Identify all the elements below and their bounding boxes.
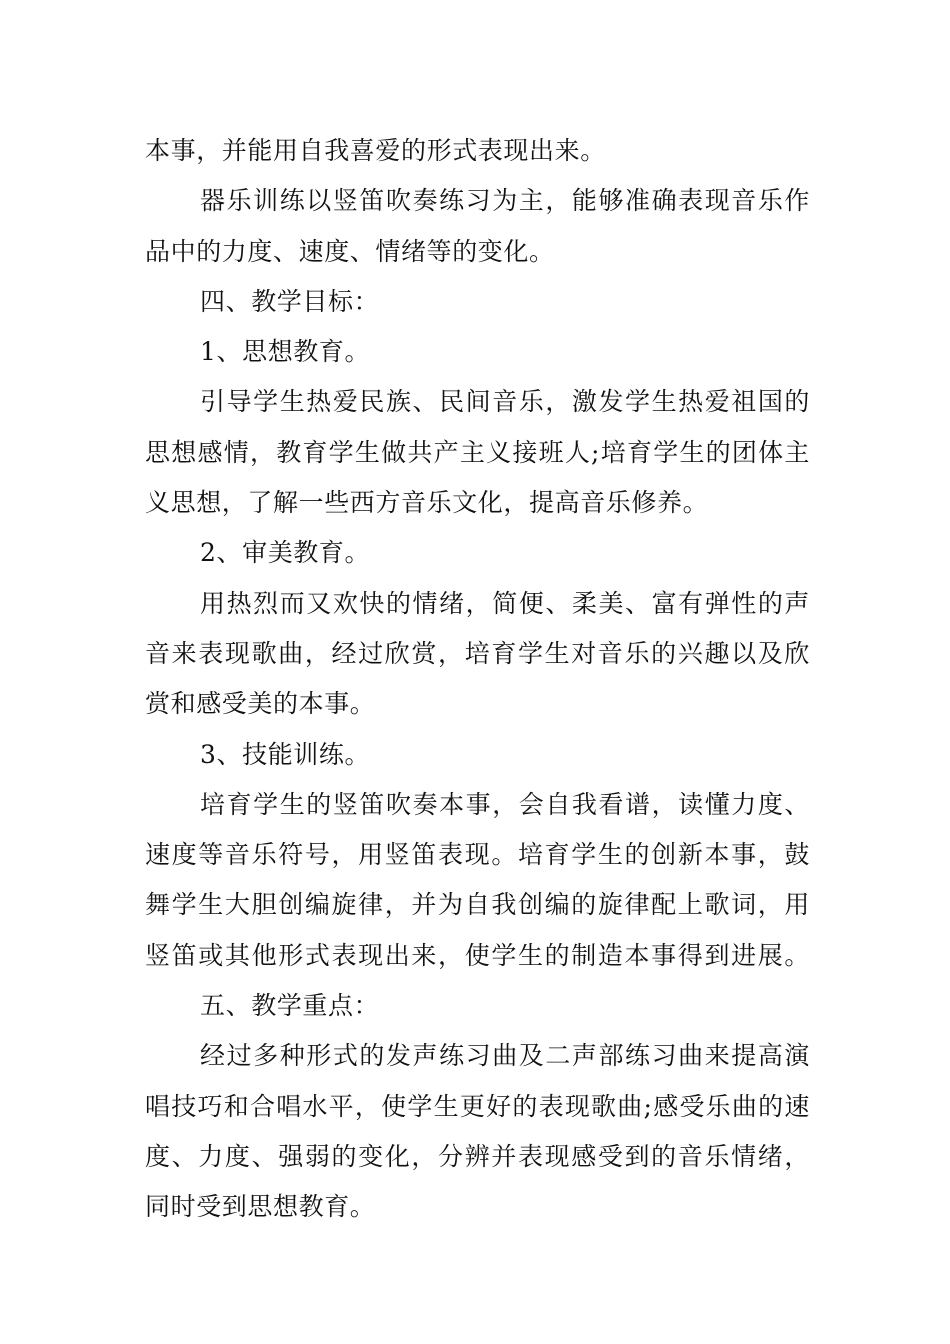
text-line: 义思想，了解一些西方音乐文化，提高音乐修养。 <box>145 488 709 518</box>
text-line: 培育学生的竖笛吹奏本事，会自我看谱，读懂力度、 <box>200 789 810 819</box>
text-line: 1、思想教育。 <box>200 337 371 367</box>
text-line: 器乐训练以竖笛吹奏练习为主，能够准确表现音乐作 <box>200 186 810 216</box>
text-line: 唱技巧和合唱水平，使学生更好的表现歌曲;感受乐曲的速 <box>145 1091 810 1121</box>
text-line: 四、教学目标： <box>200 286 380 316</box>
text-line: 引导学生热爱民族、民间音乐，激发学生热爱祖国的 <box>200 387 810 417</box>
text-line: 品中的力度、速度、情绪等的变化。 <box>145 236 555 266</box>
text-line: 舞学生大胆创编旋律，并为自我创编的旋律配上歌词，用 <box>145 890 810 920</box>
text-line: 同时受到思想教育。 <box>145 1192 376 1222</box>
text-line: 思想感情，教育学生做共产主义接班人;培育学生的团体主 <box>145 437 810 467</box>
text-line: 五、教学重点： <box>200 991 380 1021</box>
text-line: 用热烈而又欢快的情绪，简便、柔美、富有弹性的声 <box>200 588 810 618</box>
document-body <box>145 126 810 1233</box>
text-line: 本事，并能用自我喜爱的形式表现出来。 <box>145 136 606 165</box>
text-line: 经过多种形式的发声练习曲及二声部练习曲来提高演 <box>200 1041 810 1071</box>
text-line: 2、审美教育。 <box>200 538 371 568</box>
text-line: 度、力度、强弱的变化，分辨并表现感受到的音乐情绪， <box>145 1141 810 1171</box>
text-line: 速度等音乐符号，用竖笛表现。培育学生的创新本事，鼓 <box>145 840 810 870</box>
text-line: 音来表现歌曲，经过欣赏，培育学生对音乐的兴趣以及欣 <box>145 638 810 668</box>
text-line: 赏和感受美的本事。 <box>145 689 376 719</box>
text-line: 竖笛或其他形式表现出来，使学生的制造本事得到进展。 <box>145 940 810 970</box>
text-line: 3、技能训练。 <box>200 739 371 769</box>
